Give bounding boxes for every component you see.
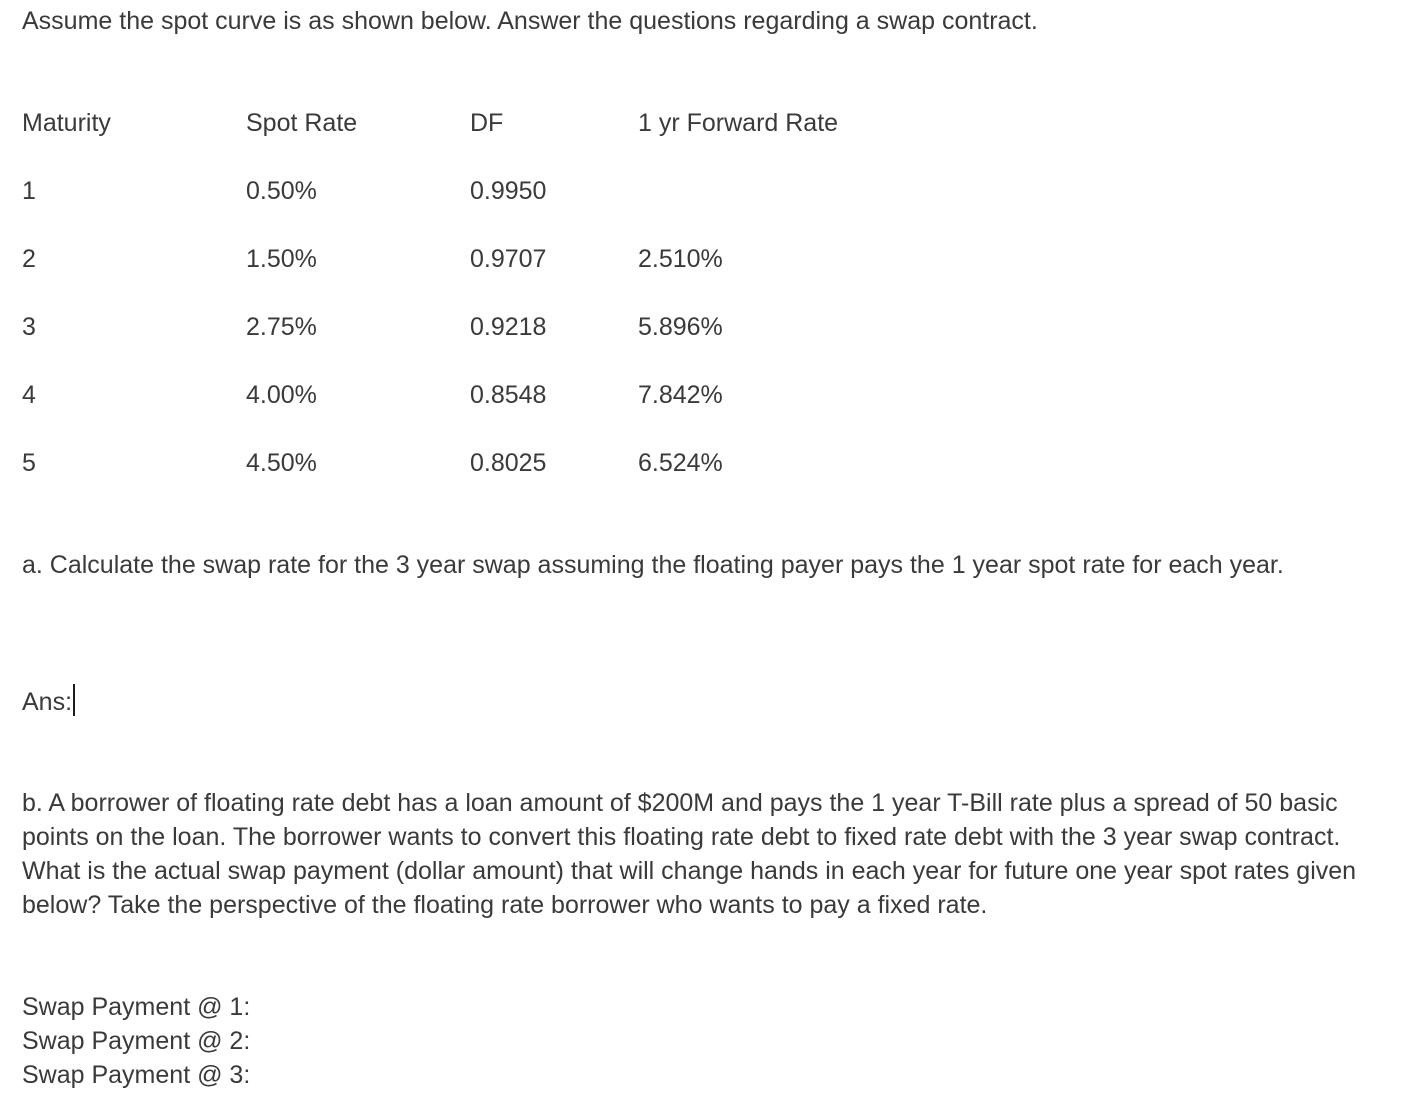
table-row — [22, 242, 1022, 310]
intro-text: Assume the spot curve is as shown below. Answer the questions regarding a swap contract. — [22, 7, 1038, 35]
header-spot-rate: Spot Rate — [246, 109, 358, 137]
spot-rate-cell: 2.75% — [246, 313, 317, 341]
forward-rate-cell: 6.524% — [638, 449, 723, 477]
spot-rate-cell: 4.00% — [246, 381, 317, 409]
df-cell: 0.9707 — [470, 245, 547, 273]
answer-line[interactable] — [22, 684, 75, 719]
maturity-cell: 2 — [22, 245, 36, 273]
header-maturity: Maturity — [22, 109, 111, 137]
forward-rate-cell: 5.896% — [638, 313, 723, 341]
question-a: a. Calculate the swap rate for the 3 year swap assuming the floating payer pays the 1 year spot rate for each year. — [22, 551, 1284, 579]
forward-rate-cell: 7.842% — [638, 381, 723, 409]
maturity-cell: 3 — [22, 313, 36, 341]
table-row — [22, 310, 1022, 378]
table-row — [22, 174, 1022, 242]
text-cursor — [73, 684, 75, 716]
swap-payment-line[interactable]: Swap Payment @ 3: — [22, 1061, 251, 1089]
forward-rate-cell: 2.510% — [638, 245, 723, 273]
swap-payment-line[interactable]: Swap Payment @ 1: — [22, 993, 251, 1021]
spot-rate-cell: 1.50% — [246, 245, 317, 273]
table-row — [22, 378, 1022, 446]
maturity-cell: 5 — [22, 449, 36, 477]
header-forward-rate: 1 yr Forward Rate — [638, 109, 839, 137]
spot-rate-cell: 0.50% — [246, 177, 317, 205]
spot-curve-table — [22, 106, 1022, 514]
swap-payments-list — [22, 990, 250, 1092]
answer-label: Ans: — [22, 688, 73, 716]
table-header-row — [22, 106, 1022, 174]
df-cell: 0.9218 — [470, 313, 547, 341]
df-cell: 0.8548 — [470, 381, 547, 409]
spot-rate-cell: 4.50% — [246, 449, 317, 477]
df-cell: 0.8025 — [470, 449, 547, 477]
header-df: DF — [470, 109, 504, 137]
question-b: b. A borrower of floating rate debt has a loan amount of $200M and pays the 1 year T-Bill rate plus a spread of 50 basic points on the loan. The borrower wants to convert this floating rate debt to fixed rate debt with the 3 year swap contract. What is the actual swap payment (dollar amount) that will change hands in each year for future one year spot rates given below? Take the perspective of the floating rate borrower who wants to pay a fixed rate. — [22, 789, 1357, 919]
swap-payment-line[interactable]: Swap Payment @ 2: — [22, 1027, 251, 1055]
table-row — [22, 446, 1022, 514]
df-cell: 0.9950 — [470, 177, 547, 205]
maturity-cell: 1 — [22, 177, 36, 205]
maturity-cell: 4 — [22, 381, 36, 409]
